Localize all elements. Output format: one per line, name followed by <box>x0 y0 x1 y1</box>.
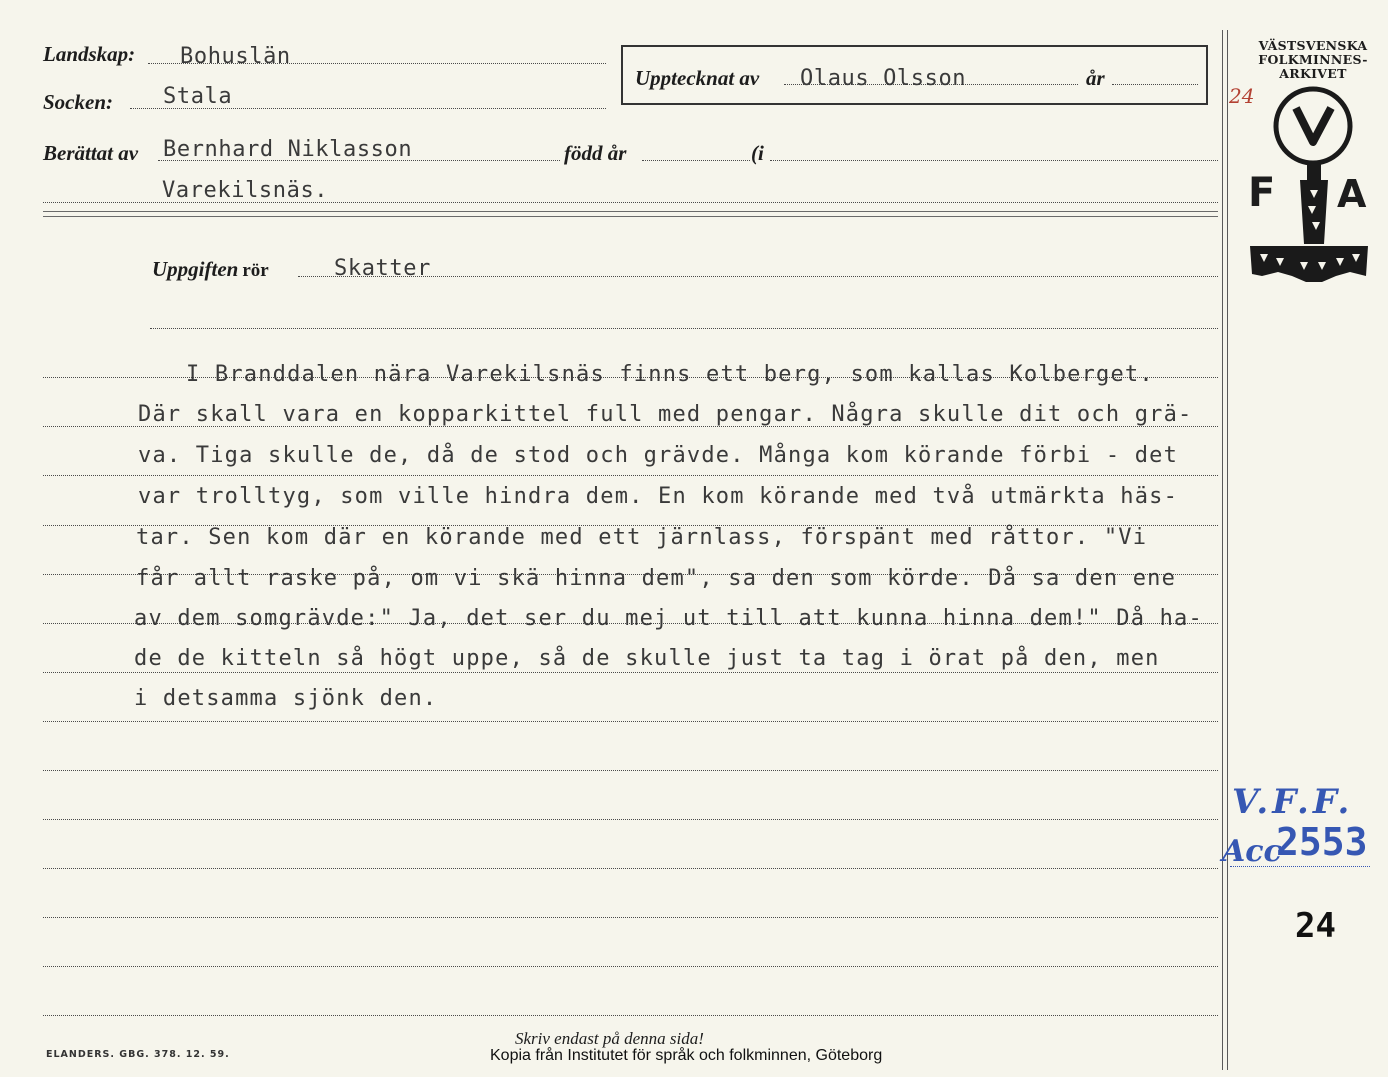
landskap-label: Landskap: <box>43 42 136 66</box>
header-rule-top <box>43 211 1218 212</box>
archive-name-line3: ARKIVET <box>1279 66 1347 81</box>
acc-prefix-stamp: Acc <box>1222 834 1282 869</box>
logo-letter-a: A <box>1337 172 1367 216</box>
landskap-value: Bohuslän <box>180 44 291 69</box>
margin-rule-right <box>1227 30 1228 1070</box>
upptecknat-value: Olaus Olsson <box>800 66 967 91</box>
vff-stamp: V.F.F. <box>1232 782 1354 822</box>
writing-line <box>43 721 1218 722</box>
writing-line <box>43 917 1218 918</box>
body-line-8: de de kitteln så högt uppe, så de skulle just ta tag i örat på den, men <box>134 646 1160 671</box>
ar-label: år <box>1086 66 1105 90</box>
fodd-place-dotline <box>770 160 1218 161</box>
berattat-value: Bernhard Niklasson <box>163 137 413 162</box>
body-line-7: av dem somgrävde:" Ja, det ser du mej ut till att kunna hinna dem!" Då ha- <box>134 606 1203 631</box>
fodd-paren: (i <box>751 141 764 165</box>
page-number: 24 <box>1295 906 1336 946</box>
archive-name <box>1240 39 1386 81</box>
subject-dotline <box>298 276 1218 277</box>
writing-line <box>43 819 1218 820</box>
printer-mark: ELANDERS. GBG. 378. 12. 59. <box>46 1049 230 1060</box>
socken-value: Stala <box>163 84 233 109</box>
writing-line <box>43 966 1218 967</box>
writing-line <box>43 475 1218 476</box>
subject-label <box>152 257 269 282</box>
margin-rule-left <box>1222 30 1223 1070</box>
socken-label: Socken: <box>43 90 113 114</box>
header-rule-bottom <box>43 216 1218 217</box>
copy-notice: Kopia från Institutet för språk och folkminnen, Göteborg <box>490 1047 883 1064</box>
subject-label-rest: rör <box>242 260 269 281</box>
body-line-1: I Branddalen nära Varekilsnäs finns ett berg, som kallas Kolberget. <box>186 362 1154 387</box>
writing-line <box>43 672 1218 673</box>
body-line-2: Där skall vara en kopparkittel full med pengar. Några skulle dit och grä- <box>138 402 1193 427</box>
place-dotline <box>43 202 1218 203</box>
body-line-3: va. Tiga skulle de, då de stod och grävde. Många kom körande förbi - det <box>138 443 1179 468</box>
writing-line <box>43 868 1218 869</box>
pencil-note: 24 <box>1229 84 1255 108</box>
writing-line <box>43 1015 1218 1016</box>
body-line-4: var trolltyg, som ville hindra dem. En kom körande med två utmärkta häs- <box>138 484 1179 509</box>
body-line-6: får allt raske på, om vi skä hinna dem", sa den som körde. Då sa den ene <box>136 566 1177 591</box>
fodd-dotline <box>642 160 750 161</box>
subject-label-bold: Uppgiften <box>152 257 239 281</box>
ar-dotline <box>1112 84 1198 85</box>
writing-line <box>43 770 1218 771</box>
fodd-label: född år <box>564 141 627 165</box>
archive-name-line2: FOLKMINNES- <box>1258 52 1368 67</box>
stamp-underline <box>1230 866 1370 867</box>
footer-instruction: Skriv endast på denna sida! <box>515 1029 704 1048</box>
berattat-label: Berättat av <box>43 141 139 165</box>
place-value: Varekilsnäs. <box>162 178 329 203</box>
acc-number-stamp: 2553 <box>1276 820 1368 864</box>
archive-name-line1: VÄSTSVENSKA <box>1258 38 1368 53</box>
body-line-5: tar. Sen kom där en körande med ett järnlass, förspänt med råttor. "Vi <box>136 525 1148 550</box>
subject-dotline-2 <box>150 328 1218 329</box>
subject-value: Skatter <box>334 256 431 281</box>
upptecknat-label: Upptecknat av <box>635 66 760 90</box>
body-line-9: i detsamma sjönk den. <box>134 686 438 711</box>
logo-letter-f: F <box>1248 170 1276 216</box>
